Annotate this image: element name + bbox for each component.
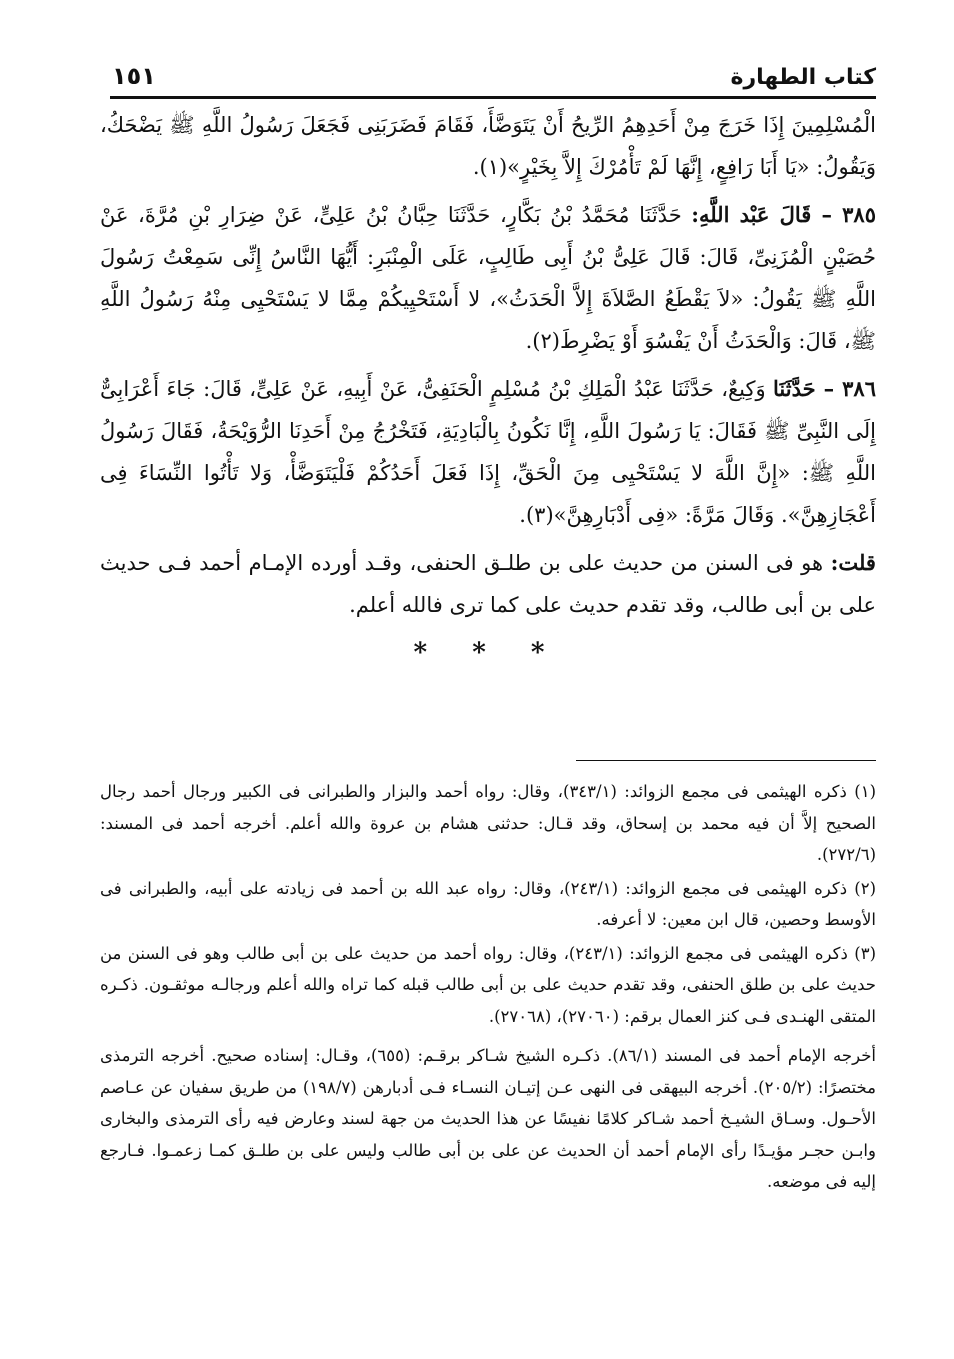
hadith-text: وَكِيعٌ، حَدَّثَنَا عَبْدُ الْمَلِكِ بْنُ مُسْلِمٍ الْحَنَفِىُّ، عَنْ أَبِيهِ، عَنْ عَلِىٍّ، قَالَ: جَاءَ أَعْرَابِىٌّ إِلَى النَّبِىِّ ﷺ فَقَالَ: يَا رَسُولَ اللَّهِ، إِنَّا نَكُونُ بِالْبَادِيَةِ، فَتَخْرُجُ مِنْ أَحَدِنَا الرُّوَيْحَةُ، فَقَالَ رَسُولُ اللَّهِ ﷺ: «إِنَّ اللَّهَ لا يَسْتَحْيِى مِنَ الْحَقِّ، إِذَا فَعَلَ أَحَدُكُمْ فَلْيَتَوَضَّأْ، وَلا تَأْتُوا النِّسَاءَ فِى أَعْجَازِهِنَّ». وَقَالَ مَرَّةً: «فِى أَدْبَارِهِنَّ»(٣). — [100, 377, 876, 527]
footnote-2: (٢) ذكره الهيثمى فى مجمع الزوائد: (٢٤٣/١)، وقال: رواه عبد الله بن أحمد فى زيادته على أبيه، والطبرانى فى الأوسط وحصين، قال ابن معين: لا أعرفه. — [100, 878, 877, 929]
footnote-1: (١) ذكره الهيثمى فى مجمع الزوائد: (٣٤٣/١)، وقال: رواه أحمد والبزار والطبرانى فى الكبير ورجال أحمد رجال الصحيح إلاَّ أن فيه محمد بن إسحاق، وقد قـال: حدثنى هشام بن عروة والله أعلم. أخرجه أحمد فى المسند: (٢٧٢/٦). — [100, 782, 876, 864]
hadith-number: ٣٨٦ – حَدَّثَنَا — [773, 376, 876, 401]
footnote-3: (٣) ذكره الهيثمى فى مجمع الزوائد: (٢٤٣/١)، وقال: رواه أحمد من حديث على بن أبى طالب وهو فى السنن من حديث على بن طلق الحنفى، وقد تقدم حديث على بن أبى طالب قبله كما تراه والله أعلم ورجالـه موثقـون. ذكـره المتقى الهنـدى فـى كنز العمال برقم: (٢٧٠٦٠)، (٢٧٠٦٨). — [100, 943, 876, 1026]
paragraph-continuation — [100, 104, 876, 188]
hadith-386 — [100, 368, 876, 536]
hadith-text: حَدَّثَنَا مُحَمَّدُ بْنُ بَكَّارٍ، حَدَّثَنَا حِبَّانُ بْنُ عَلِىٍّ، عَنْ ضِرَارِ بْنِ مُرَّةَ، عَنْ حُصَيْنٍ الْمُزَنِىِّ، قَالَ: قَالَ عَلِىُّ بْنُ أَبِى طَالِبٍ، عَلَى الْمِنْبَرِ: أَيُّهَا النَّاسُ إِنِّى سَمِعْتُ رَسُولَ اللَّهِ ﷺ يَقُولُ: «لاَ يَقْطَعُ الصَّلاَةَ إِلاَّ الْحَدَثُ»، لا أَسْتَحْيِيكُمْ مِمَّا لا يَسْتَحْيِى مِنْهُ رَسُولُ اللَّهِ ﷺ، قَالَ: وَالْحَدَثُ أَنْ يَفْسُوَ أَوْ يَضْرِطَ(٢). — [100, 203, 876, 353]
comment-label: قلت: — [830, 550, 876, 575]
main-text — [100, 104, 876, 674]
hadith-number: ٣٨٥ – قَالَ عَبْد اللَّهِ: — [691, 202, 876, 227]
book-title: كتاب الطهارة — [730, 65, 876, 90]
footnote-3-continuation: أخرجه الإمام أحمد فى المسند (٨٦/١). ذكـره الشيخ شـاكر برقـم: (٦٥٥)، وقـال: إسناده صحيح. أخرجه الترمذى مختصرًا: (٢٠٥/٢). أخرجه البيهقى فى النهى عـن إتيـان النسـاء فـى أدبارهن (١٩٨/٧) من طريق سفيان عن عـاصم الأحـول. وسـاق الشيـخ أحمد شـاكر كلامًا نفيسًا عن هذا الحديث من جهة لسند وعارض فيه رأى الترمذى والبخارى وابـن حجـر مؤيـدًا رأى الإمام أحمد أن الحديث عن على بن أبى طالب وليس على بن طلـق كمـا زعمـوا. فـارجع إليه فى موضعه. — [100, 1046, 876, 1191]
comment-text: هو فى السنن من حديث على بن طلـق الحنفى، وقـد أورده الإمـام أحمد فـى حديث على بن أبى طالب، وقد تقدم حديث على كما ترى فالله أعلم. — [100, 551, 876, 617]
section-separator: * * * — [413, 638, 563, 668]
author-comment — [100, 542, 876, 626]
footnotes — [100, 776, 876, 1198]
hadith-385 — [100, 194, 876, 362]
header-rule — [110, 96, 876, 99]
running-header — [112, 54, 876, 90]
page-number: ١٥١ — [112, 62, 156, 90]
footnote-rule — [576, 760, 876, 761]
paragraph-text: الْمُسْلِمِينَ إِذَا خَرَجَ مِنْ أَحَدِهِمُ الرِّيحُ أَنْ يَتَوَضَّأَ، فَقَامَ فَضَرَبَنِى فَجَعَلَ رَسُولُ اللَّهِ ﷺ يَضْحَكُ، وَيَقُولُ: «يَا أَبَا رَافِعٍ، إِنَّهَا لَمْ تَأْمُرْكَ إِلاَّ بِخَيْرٍ»(١). — [100, 113, 876, 179]
